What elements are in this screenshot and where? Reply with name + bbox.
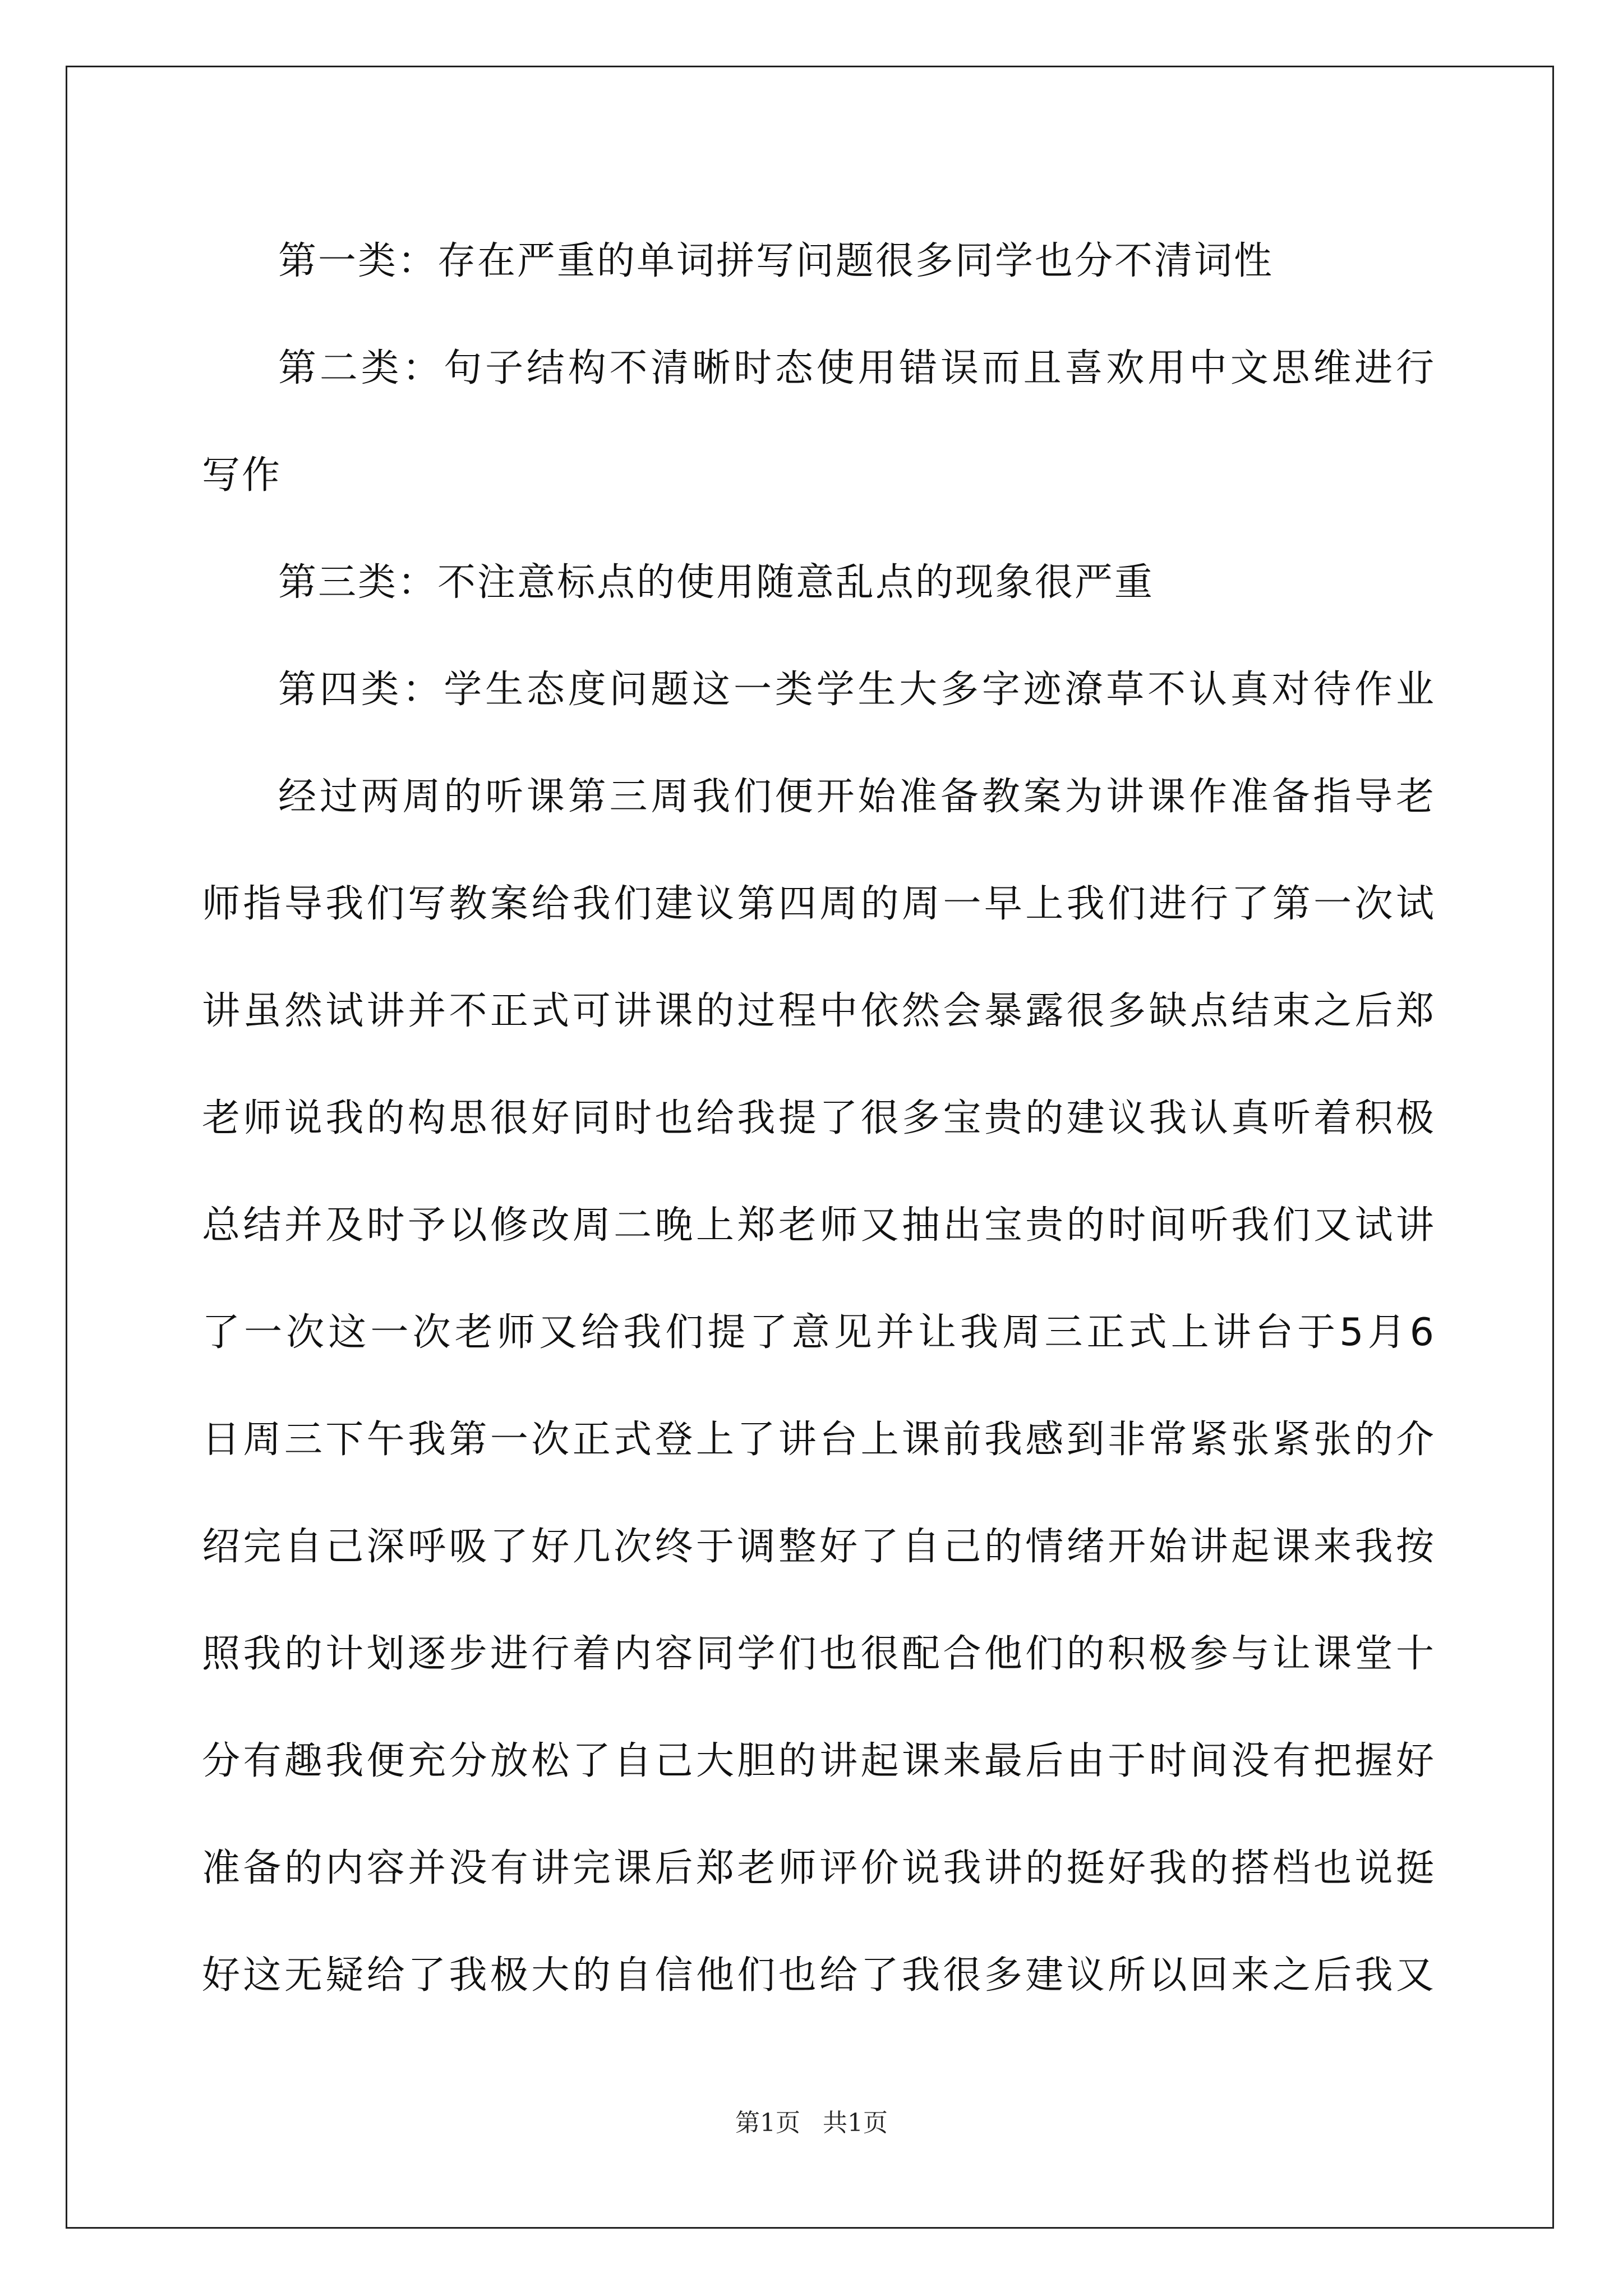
paragraph-line: 写作 — [202, 453, 282, 498]
paragraph-line: 日周三下午我第一次正式登上了讲台上课前我感到非常紧张紧张的介 — [202, 1418, 1436, 1462]
paragraph-3 — [202, 529, 1436, 636]
paragraph-line: 好这无疑给了我极大的自信他们也给了我很多建议所以回来之后我又 — [202, 1953, 1436, 1998]
paragraph-line: 老师说我的构思很好同时也给我提了很多宝贵的建议我认真听着积极 — [202, 1096, 1436, 1140]
paragraph-2 — [202, 315, 1436, 529]
paragraph-line: 绍完自己深呼吸了好几次终于调整好了自己的情绪开始讲起课来我按 — [202, 1525, 1436, 1569]
page-footer — [0, 2102, 1623, 2138]
paragraph-line: 照我的计划逐步进行着内容同学们也很配合他们的积极参与让课堂十 — [202, 1632, 1436, 1676]
paragraph-1 — [202, 208, 1436, 315]
paragraph-line: 经过两周的听课第三周我们便开始准备教案为讲课作准备指导老 — [278, 775, 1436, 819]
paragraph-line: 第三类：不注意标点的使用随意乱点的现象很严重 — [278, 560, 1155, 605]
paragraph-line: 师指导我们写教案给我们建议第四周的周一早上我们进行了第一次试 — [202, 882, 1436, 926]
paragraph-line: 第四类：学生态度问题这一类学生大多字迹潦草不认真对待作业 — [278, 668, 1436, 712]
paragraph-line: 总结并及时予以修改周二晚上郑老师又抽出宝贵的时间听我们又试讲 — [202, 1203, 1436, 1248]
page-total: 共1页 — [823, 2109, 888, 2137]
paragraph-4 — [202, 636, 1436, 743]
paragraph-line: 讲虽然试讲并不正式可讲课的过程中依然会暴露很多缺点结束之后郑 — [202, 989, 1436, 1033]
paragraph-line: 第二类：句子结构不清晰时态使用错误而且喜欢用中文思维进行 — [278, 346, 1436, 390]
page-number: 第1页 — [735, 2109, 800, 2137]
paragraph-line: 准备的内容并没有讲完课后郑老师评价说我讲的挺好我的搭档也说挺 — [202, 1846, 1436, 1890]
document-body — [202, 208, 1436, 2029]
paragraph-line: 分有趣我便充分放松了自己大胆的讲起课来最后由于时间没有把握好 — [202, 1739, 1436, 1783]
paragraph-5 — [202, 743, 1436, 2029]
paragraph-line: 第一类：存在严重的单词拼写问题很多同学也分不清词性 — [278, 239, 1274, 283]
paragraph-line: 了一次这一次老师又给我们提了意见并让我周三正式上讲台于5月6 — [202, 1310, 1436, 1355]
